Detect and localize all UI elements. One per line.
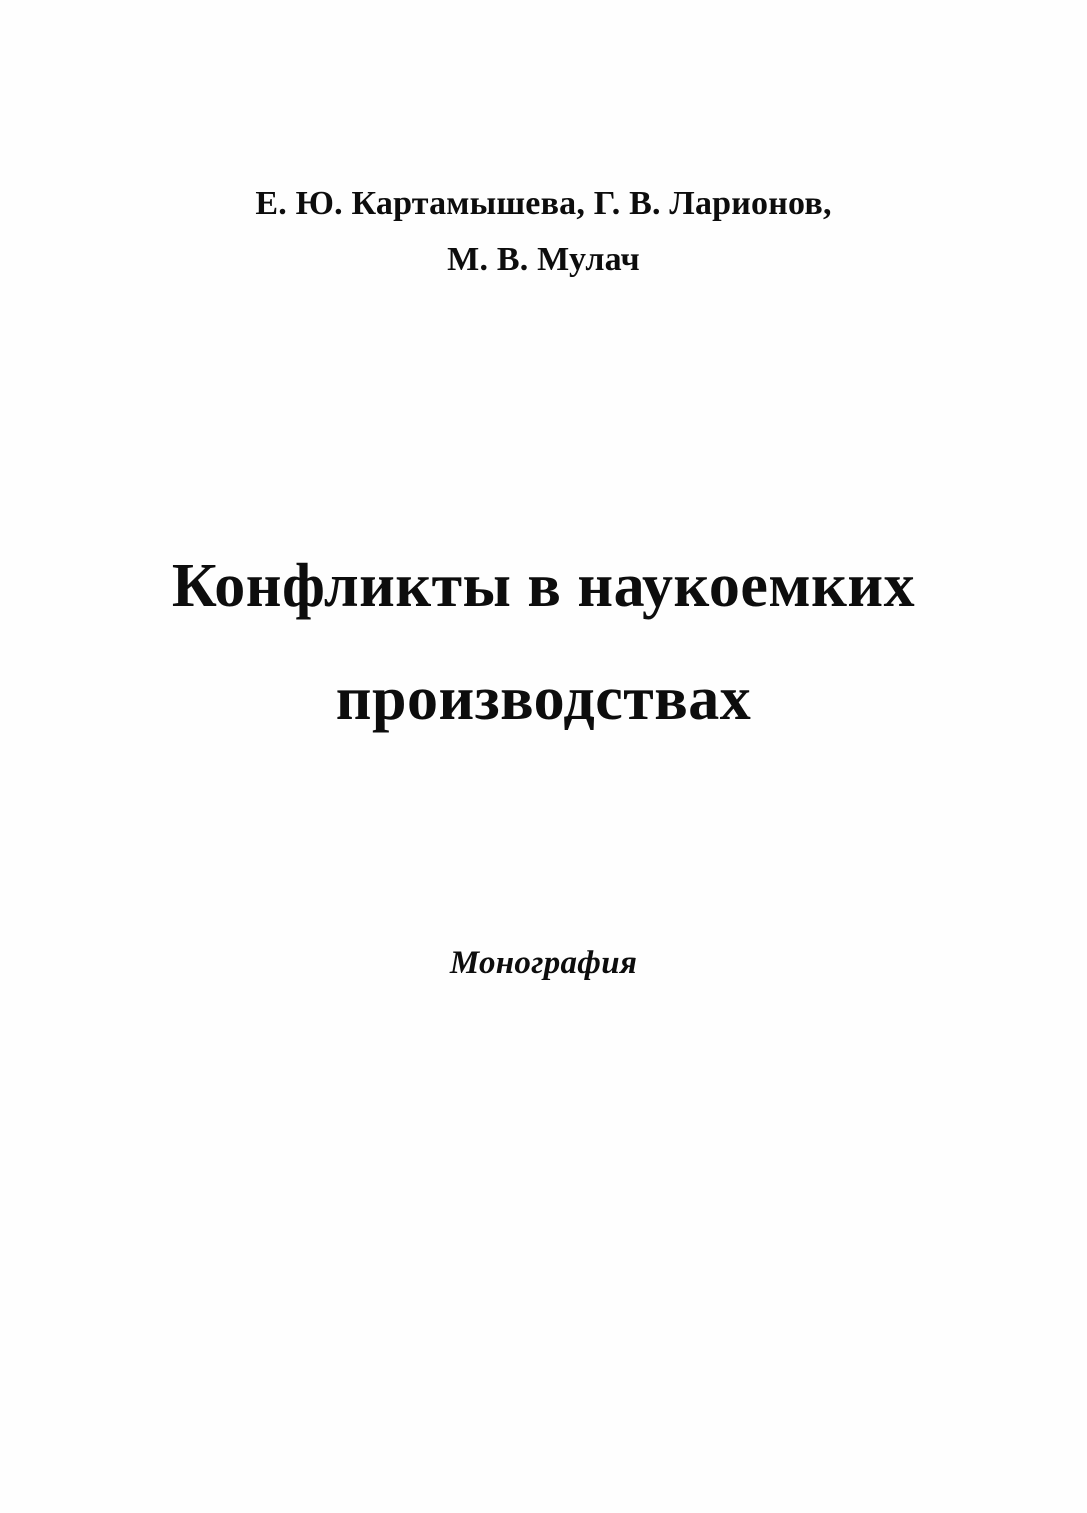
title-line-2: производствах	[335, 664, 752, 733]
page-title	[0, 530, 1087, 756]
title-line-1: Конфликты в наукоемких	[171, 552, 916, 620]
author-line-1: Е. Ю. Картамышева, Г. В. Ларионов,	[255, 185, 832, 222]
author-line-2: М. В. Мулач	[447, 241, 640, 279]
author-block	[0, 176, 1087, 288]
document-type-label: Монография	[449, 945, 638, 981]
